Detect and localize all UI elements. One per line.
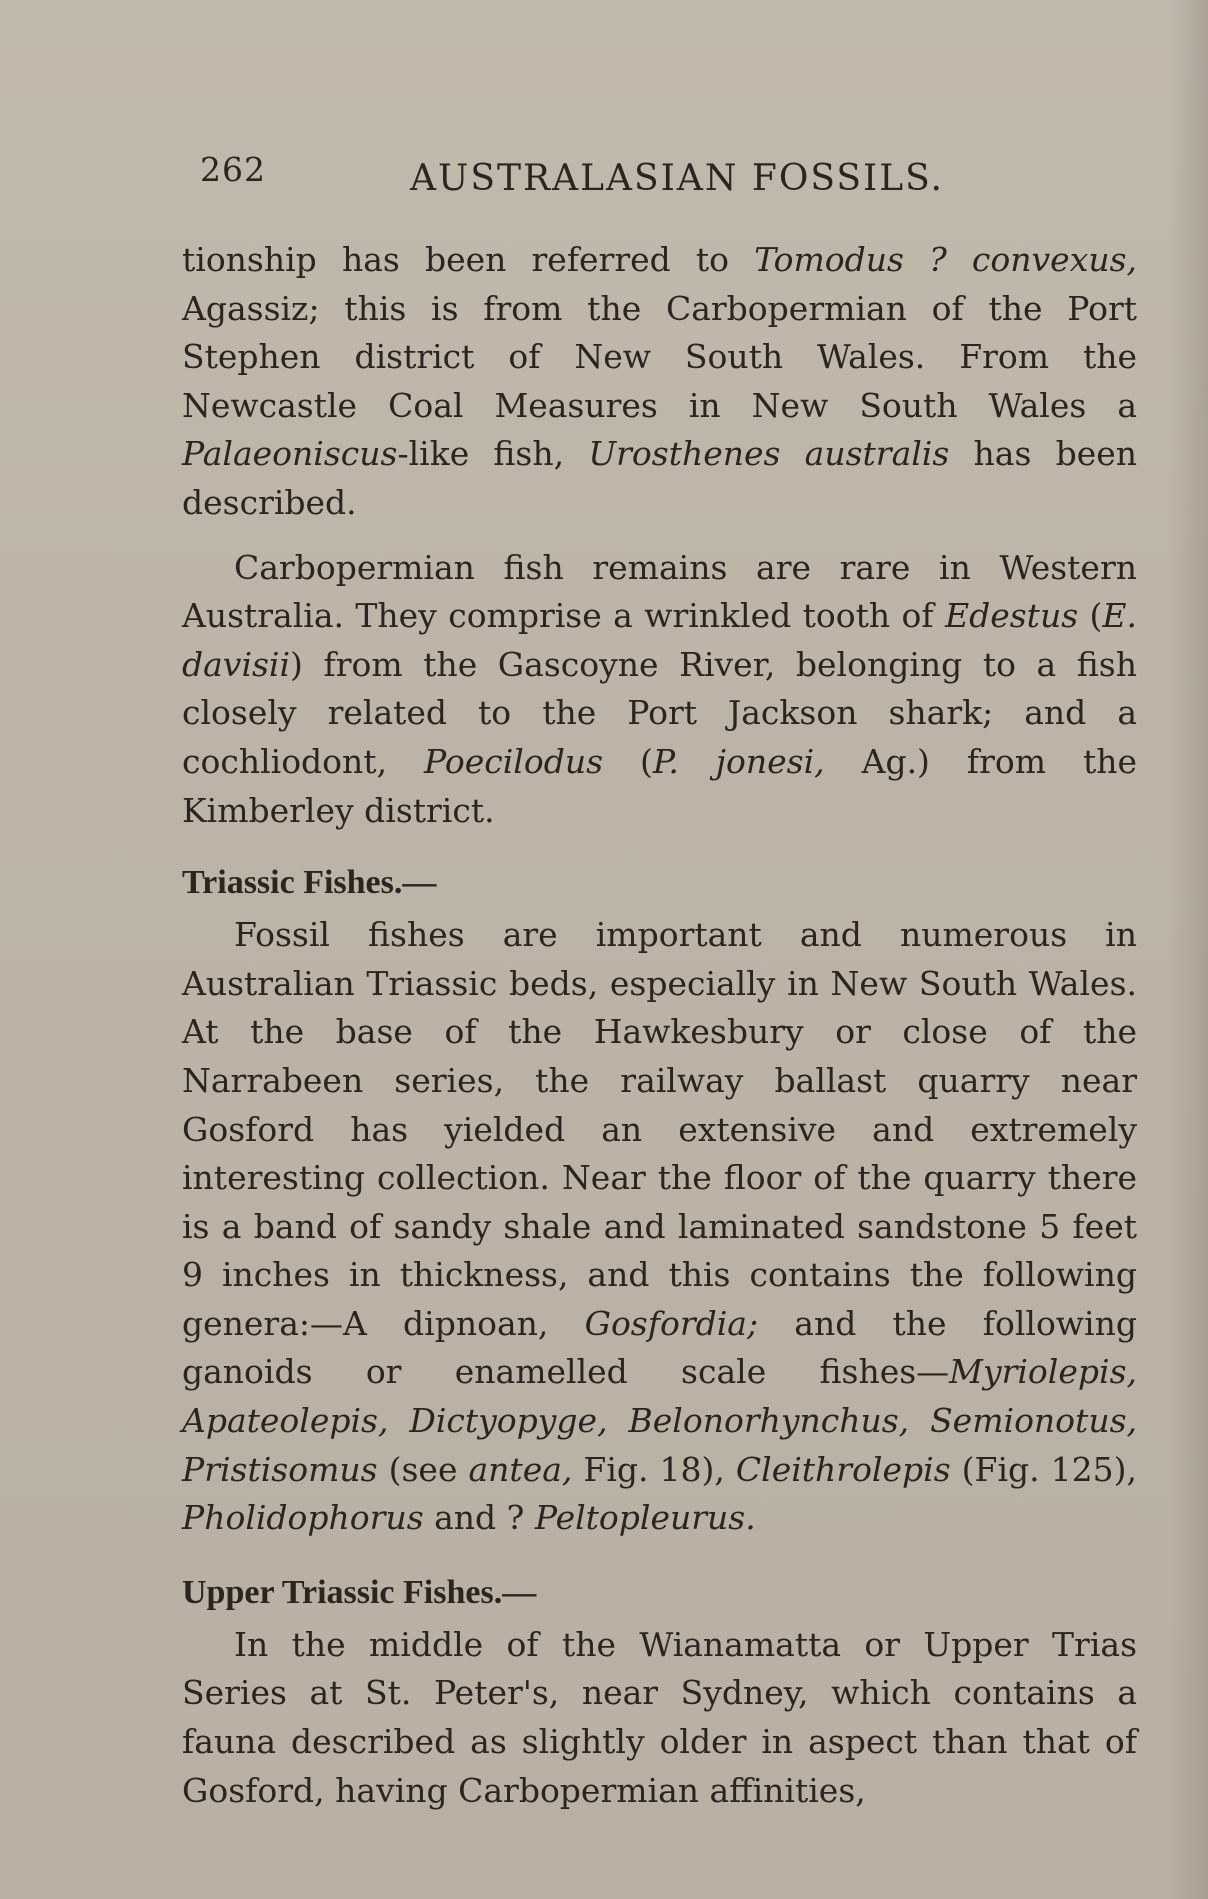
text-run: -like fish, xyxy=(397,434,589,474)
taxon-name: P. jonesi, xyxy=(652,741,825,781)
taxon-name: Gosfordia; xyxy=(584,1303,759,1343)
reference-term: antea, xyxy=(468,1449,573,1489)
text-run: (Fig. 125), xyxy=(950,1449,1137,1489)
section-heading-upper-triassic: Upper Triassic Fishes.— xyxy=(182,1573,537,1611)
paragraph-upper-triassic xyxy=(182,1621,1137,1815)
text-run: tionship has been referred to xyxy=(182,240,755,279)
taxon-name: Poecilodus xyxy=(424,741,604,781)
taxon-name: Cleithrolepis xyxy=(735,1449,951,1489)
taxon-name: Pholidophorus xyxy=(182,1498,424,1538)
paragraph-carbopermian-eastern xyxy=(182,236,1137,528)
text-run: Fig. 18), xyxy=(572,1449,736,1489)
taxon-name: E. davisii xyxy=(182,596,1137,684)
taxon-name: Urosthenes australis xyxy=(588,434,950,474)
paragraph-triassic xyxy=(182,911,1137,1543)
page-edge-shadow xyxy=(1168,0,1208,1899)
text-run: and ? xyxy=(423,1498,535,1538)
text-run: In the middle of the Wianamatta or Upper Trias Series at St. Peter's, near Sydney, which contains a fauna described as slightly older in aspect than that of Gosford, having Carbopermian affinities, xyxy=(182,1624,1137,1810)
text-run: Carbopermian fish remains are rare in Western Australia. They comprise a wrinkled tooth of xyxy=(182,547,1137,636)
text-run: ( xyxy=(1078,596,1103,636)
text-run: Ag.) from the Kimberley district. xyxy=(182,741,1137,830)
page-number: 262 xyxy=(200,150,266,189)
text-run: ( xyxy=(603,741,653,781)
running-head xyxy=(200,150,950,200)
running-title: AUSTRALASIAN FOSSILS. xyxy=(410,158,944,199)
text-run: (see xyxy=(377,1449,469,1489)
body-text xyxy=(182,236,1137,1815)
text-run: and the following ganoids or enamelled scale fishes— xyxy=(182,1303,1137,1392)
taxon-name: Myriolepis, Apateolepis, Dictyopyge, Belonorhynchus, Semionotus, Pristisomus xyxy=(182,1352,1137,1489)
taxon-name: Tomodus ? convexus, xyxy=(754,240,1137,279)
paragraph-carbopermian-western xyxy=(182,544,1137,836)
text-run: Agassiz; this is from the Carbopermian of the Port Stephen district of New South Wales. From the Newcastle Coal Measures in New South Wales a xyxy=(182,288,1137,425)
text-run: ) from the Gascoyne River, belonging to a fish closely related to the Port Jackson shark; and a cochliodont, xyxy=(182,644,1137,781)
taxon-name: Peltopleurus. xyxy=(534,1498,756,1538)
taxon-name: Palaeoniscus xyxy=(182,434,398,474)
text-run: Fossil fishes are important and numerous in Australian Triassic beds, especially in New South Wales. At the base of the Hawkesbury or close of the Narrabeen series, the railway ballast quarry near Gosford has yielded an extensive and extremely interesting collection. Near the floor of the quarry there is a band of sandy shale and laminated sandstone 5 feet 9 inches in thickness, and this contains the following genera:—A dipnoan, xyxy=(182,915,1137,1343)
taxon-name: Edestus xyxy=(945,596,1079,636)
section-heading-triassic: Triassic Fishes.— xyxy=(182,864,437,902)
text-run: has been described. xyxy=(182,434,1138,522)
